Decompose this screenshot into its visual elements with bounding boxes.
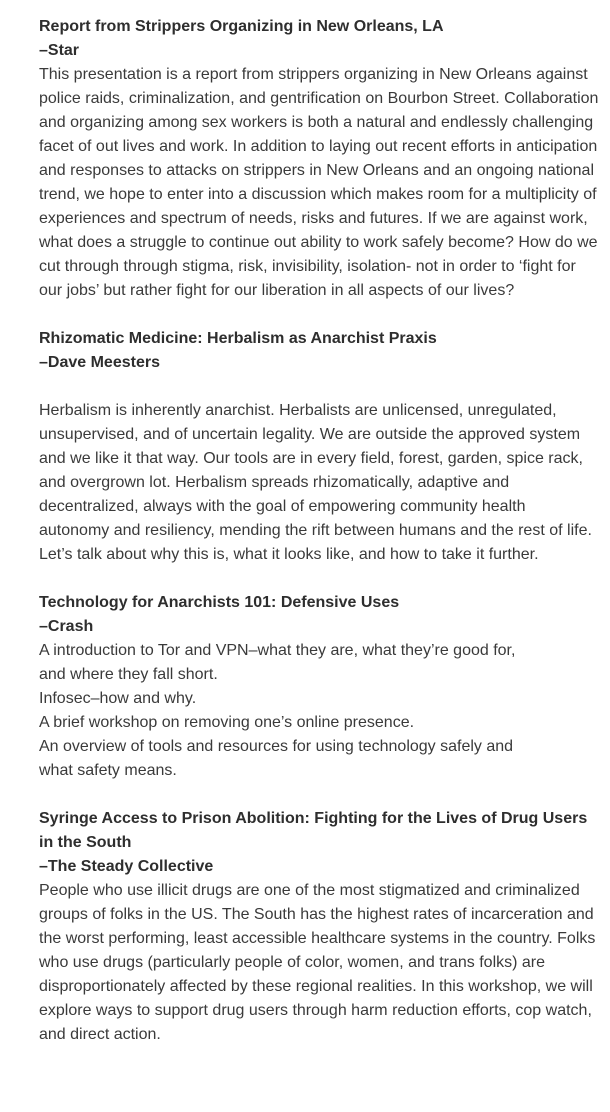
session-rhizomatic-medicine xyxy=(39,327,599,567)
session-presenter: –Dave Meesters xyxy=(39,354,160,371)
description-line: what safety means. xyxy=(39,762,177,779)
description-line: A introduction to Tor and VPN–what they are, what they’re good for, xyxy=(39,642,516,659)
session-title: Technology for Anarchists 101: Defensive Uses xyxy=(39,594,400,611)
session-title: Report from Strippers Organizing in New Orleans, LA xyxy=(39,18,444,35)
session-presenter: –Crash xyxy=(39,618,94,635)
session-presenter: –The Steady Collective xyxy=(39,858,214,875)
description-line: Infosec–how and why. xyxy=(39,690,197,707)
article-content xyxy=(39,15,599,1047)
spacer xyxy=(39,783,599,807)
spacer xyxy=(39,303,599,327)
session-syringe-access xyxy=(39,807,599,1047)
session-description: This presentation is a report from strippers organizing in New Orleans against police raids, criminalization, and gentrification on Bourbon Street. Collaboration and organizing among sex workers is both a natural and endlessly challenging facet of out lives and work. In addition to laying out recent efforts in anticipation and responses to attacks on strippers in New Orleans and an ongoing national trend, we hope to enter into a discussion which makes room for a multiplicity of experiences and spectrum of needs, risks and futures. If we are against work, what does a struggle to continue out ability to work safely become? How do we cut through through stigma, risk, invisibility, isolation- not in order to ‘fight for our jobs’ but rather fight for our liberation in all aspects of our lives? xyxy=(39,66,599,299)
session-strippers-organizing xyxy=(39,15,599,303)
description-line: and where they fall short. xyxy=(39,666,218,683)
spacer xyxy=(39,567,599,591)
spacer xyxy=(39,375,599,399)
session-description: People who use illicit drugs are one of the most stigmatized and criminalized groups of folks in the US. The South has the highest rates of incarceration and the worst performing, least accessible healthcare systems in the country. Folks who use drugs (particularly people of color, women, and trans folks) are disproportionately affected by these regional realities. In this workshop, we will explore ways to support drug users through harm reduction efforts, cop watch, and direct action. xyxy=(39,882,596,1043)
session-technology-anarchists xyxy=(39,591,599,783)
session-title: Rhizomatic Medicine: Herbalism as Anarchist Praxis xyxy=(39,330,437,347)
session-description: Herbalism is inherently anarchist. Herbalists are unlicensed, unregulated, unsupervised, and of uncertain legality. We are outside the approved system and we like it that way. Our tools are in every field, forest, garden, spice rack, and overgrown lot. Herbalism spreads rhizomatically, adaptive and decentralized, always with the goal of empowering community health autonomy and resiliency, mending the rift between humans and the rest of life. Let’s talk about why this is, what it looks like, and how to take it further. xyxy=(39,402,592,563)
description-line: An overview of tools and resources for using technology safely and xyxy=(39,738,514,755)
session-presenter: –Star xyxy=(39,42,80,59)
session-title: Syringe Access to Prison Abolition: Fighting for the Lives of Drug Users in the South xyxy=(39,810,588,851)
description-line: A brief workshop on removing one’s online presence. xyxy=(39,714,415,731)
